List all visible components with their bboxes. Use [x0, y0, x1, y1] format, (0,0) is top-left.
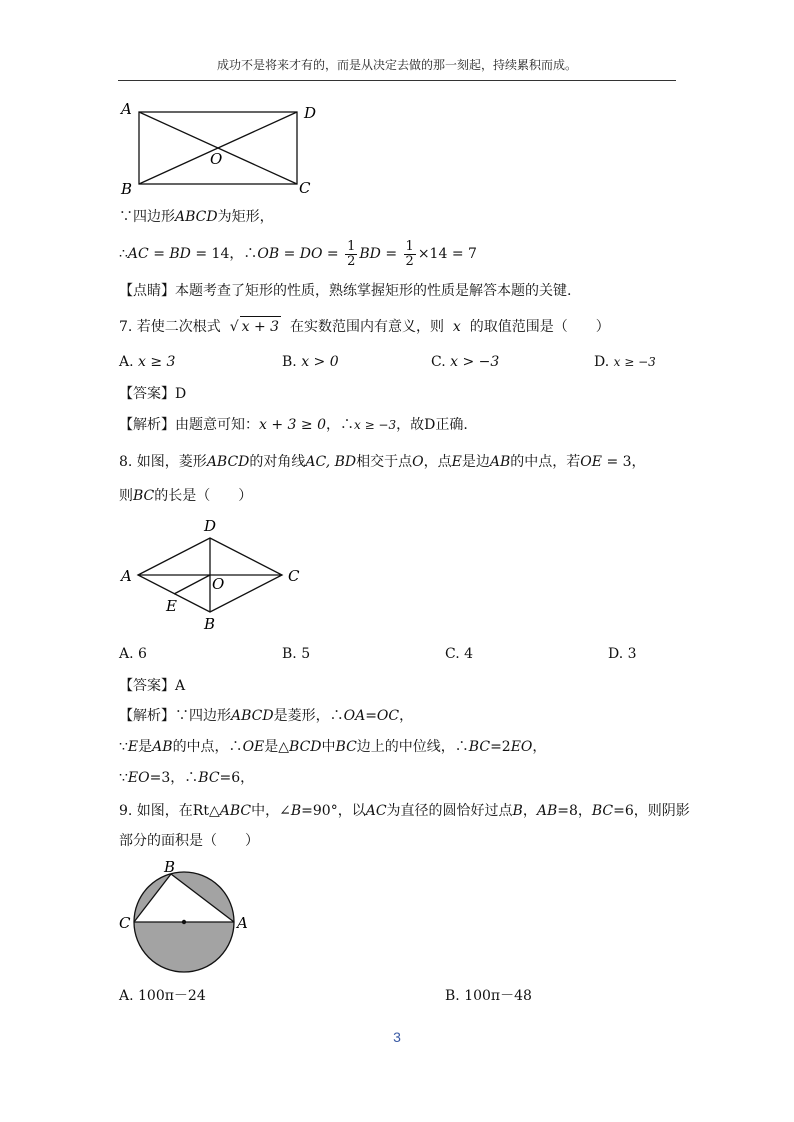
page-header-motto: 成功不是将来才有的，而是从决定去做的那一刻起，持续累积而成。	[216, 58, 577, 72]
circle-figure	[116, 858, 256, 976]
q6-comment: 【点睛】本题考查了矩形的性质，熟练掌握矩形的性质是解答本题的关键.	[119, 283, 572, 299]
q9-option-a: A. 100π－24	[119, 988, 206, 1004]
q8-answer: 【答案】A	[119, 678, 186, 694]
segment-oe	[174, 575, 210, 594]
label-a: A	[121, 567, 132, 585]
label-d: D	[304, 104, 317, 122]
q8-option-b: B. 5	[282, 646, 311, 662]
q8-option-d: D. 3	[608, 646, 637, 662]
q8-stem-line2: 则BC的长是（ ）	[119, 488, 253, 504]
q7-analysis: 【解析】由题意可知：x + 3 ≥ 0，∴x ≥ −3，故D正确.	[119, 417, 468, 433]
header-rule	[118, 80, 676, 81]
q9-stem-line2: 部分的面积是（ ）	[119, 833, 259, 849]
q7-option-b: B. x > 0	[282, 354, 339, 370]
label-c: C	[288, 567, 300, 585]
q8-analysis-line3: ∵EO=3，∴BC=6，	[119, 770, 255, 786]
q6-line2: ∴AC = BD = 14，∴OB = DO = $\frac{1}{2}$ BD = $\frac{1}{2}$ ×14 = 7	[119, 238, 477, 269]
q8-option-c: C. 4	[445, 646, 474, 662]
q8-analysis-line1: 【解析】∵四边形ABCD是菱形，∴OA=OC，	[119, 708, 414, 724]
q7-answer: 【答案】D	[119, 386, 187, 402]
label-c: C	[299, 179, 311, 197]
q7-stem: 7. 若使二次根式 √ x + 3 在实数范围内有意义，则 x 的取值范围是（ ）	[119, 316, 610, 337]
q7-option-c: C. x > −3	[431, 354, 500, 370]
label-b: B	[204, 615, 216, 633]
label-b: B	[121, 180, 133, 198]
q8-stem-line1: 8. 如图，菱形ABCD的对角线AC, BD相交于点O，点E是边AB的中点，若OE = 3，	[119, 454, 646, 470]
fraction-half-1: $\frac{1}{2}$	[347, 238, 356, 269]
rectangle-figure	[118, 96, 328, 200]
label-d: D	[204, 517, 217, 535]
center-point	[182, 920, 186, 924]
q9-option-b: B. 100π－48	[445, 988, 532, 1004]
q7-option-a: A. x ≥ 3	[119, 354, 176, 370]
page-number: 3	[393, 1029, 401, 1045]
q9-stem-line1: 9. 如图，在Rt△ABC中，∠B=90°，以AC为直径的圆恰好过点B，AB=8，BC=6，则阴影	[119, 803, 690, 819]
q8-option-a: A. 6	[119, 646, 147, 662]
q8-analysis-line2: ∵E是AB的中点，∴OE是△BCD中BC边上的中位线，∴BC=2EO，	[119, 739, 547, 755]
label-b: B	[164, 858, 176, 876]
shaded-lower-semicircle	[134, 922, 234, 972]
q7-radicand: x + 3	[240, 316, 281, 337]
q7-option-d: D. x ≥ −3	[594, 354, 656, 370]
rhombus-figure	[118, 515, 318, 635]
q6-line1: ∵四边形ABCD为矩形，	[119, 209, 274, 225]
label-o: O	[210, 150, 223, 168]
label-c: C	[119, 914, 131, 932]
label-a: A	[237, 914, 248, 932]
label-o: O	[212, 575, 225, 593]
label-e: E	[166, 597, 177, 615]
label-a: A	[121, 100, 132, 118]
fraction-half-2: $\frac{1}{2}$	[405, 238, 414, 269]
